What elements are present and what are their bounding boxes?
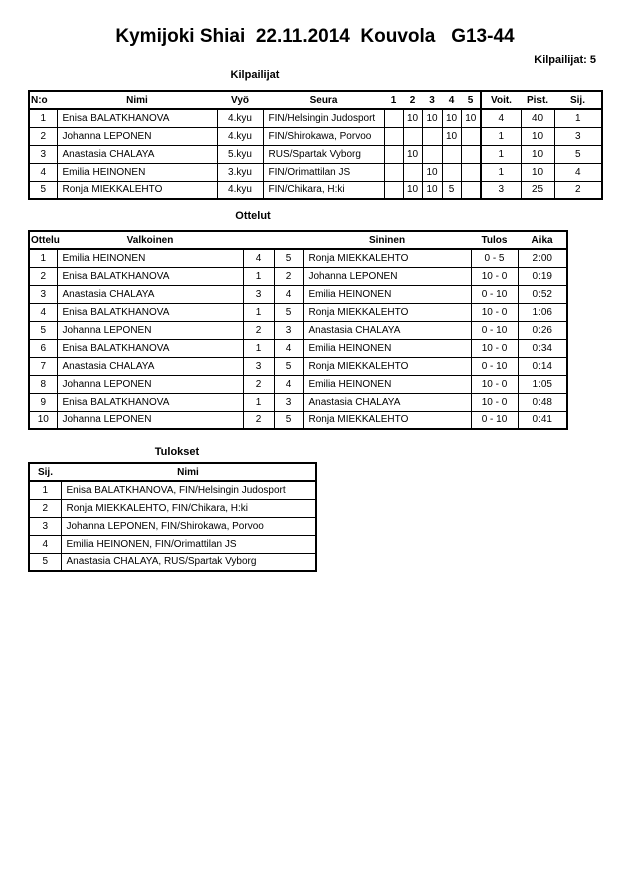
header-round-1: 1: [384, 91, 403, 109]
white-fighter-name: Johanna LEPONEN: [57, 411, 243, 429]
competitor-points: 10: [521, 127, 554, 145]
competitor-row: [29, 145, 602, 163]
header-round-5: 5: [461, 91, 481, 109]
header-belt: Vyö: [217, 91, 263, 109]
blue-fighter-name: Emilia HEINONEN: [303, 339, 471, 357]
final-name: Anastasia CHALAYA, RUS/Spartak Vyborg: [61, 553, 316, 571]
header-time: Aika: [518, 231, 567, 249]
round-score-4: [442, 145, 461, 163]
final-place: 3: [29, 517, 61, 535]
match-time: 0:34: [518, 339, 567, 357]
blue-fighter-no: 2: [274, 267, 303, 285]
final-place: 4: [29, 535, 61, 553]
result-row: [29, 499, 316, 517]
white-fighter-name: Anastasia CHALAYA: [57, 357, 243, 375]
match-row: [29, 267, 567, 285]
competitors-header-row: [29, 91, 602, 109]
competitor-place: 4: [554, 163, 602, 181]
final-place: 1: [29, 481, 61, 499]
competitor-name: Anastasia CHALAYA: [57, 145, 217, 163]
round-score-5: [461, 181, 481, 199]
header-round-3: 3: [422, 91, 442, 109]
header-white: Valkoinen: [57, 231, 243, 249]
round-score-2: [403, 127, 422, 145]
match-row: [29, 375, 567, 393]
white-fighter-no: 1: [243, 303, 274, 321]
competitor-name: Johanna LEPONEN: [57, 127, 217, 145]
results-section-title: Tulokset: [154, 446, 200, 458]
match-result: 10 - 0: [471, 303, 518, 321]
match-result: 10 - 0: [471, 339, 518, 357]
result-row: [29, 517, 316, 535]
final-name: Emilia HEINONEN, FIN/Orimattilan JS: [61, 535, 316, 553]
white-fighter-name: Enisa BALATKHANOVA: [57, 339, 243, 357]
match-time: 0:41: [518, 411, 567, 429]
white-fighter-name: Enisa BALATKHANOVA: [57, 267, 243, 285]
blue-fighter-no: 5: [274, 411, 303, 429]
header-no: N:o: [29, 91, 57, 109]
blue-fighter-no: 5: [274, 357, 303, 375]
blue-fighter-name: Emilia HEINONEN: [303, 285, 471, 303]
match-row: [29, 393, 567, 411]
header-club: Seura: [263, 91, 384, 109]
blue-fighter-no: 5: [274, 249, 303, 267]
blue-fighter-name: Ronja MIEKKALEHTO: [303, 249, 471, 267]
white-fighter-no: 2: [243, 375, 274, 393]
white-fighter-name: Emilia HEINONEN: [57, 249, 243, 267]
competitors-table: [28, 90, 603, 200]
competitor-belt: 5.kyu: [217, 145, 263, 163]
white-fighter-no: 3: [243, 285, 274, 303]
header-blue-no: [274, 231, 303, 249]
match-no: 3: [29, 285, 57, 303]
blue-fighter-no: 4: [274, 285, 303, 303]
competitor-belt: 4.kyu: [217, 109, 263, 127]
round-score-3: 10: [422, 163, 442, 181]
header-points: Pist.: [521, 91, 554, 109]
blue-fighter-no: 3: [274, 393, 303, 411]
blue-fighter-name: Anastasia CHALAYA: [303, 393, 471, 411]
round-score-3: [422, 127, 442, 145]
match-result: 0 - 5: [471, 249, 518, 267]
round-score-1: [384, 145, 403, 163]
match-row: [29, 321, 567, 339]
blue-fighter-name: Emilia HEINONEN: [303, 375, 471, 393]
competitor-club: RUS/Spartak Vyborg: [263, 145, 384, 163]
competitor-wins: 3: [481, 181, 521, 199]
round-score-4: [442, 163, 461, 181]
page-title: Kymijoki Shiai 22.11.2014 Kouvola G13-44: [115, 26, 515, 47]
match-result: 10 - 0: [471, 375, 518, 393]
white-fighter-name: Johanna LEPONEN: [57, 375, 243, 393]
competitors-section-title: Kilpailijat: [230, 69, 280, 81]
match-row: [29, 339, 567, 357]
match-time: 2:00: [518, 249, 567, 267]
competitor-wins: 1: [481, 127, 521, 145]
competitor-place: 1: [554, 109, 602, 127]
header-blue: Sininen: [303, 231, 471, 249]
competitor-place: 2: [554, 181, 602, 199]
matches-table: [28, 230, 568, 430]
result-row: [29, 535, 316, 553]
competitor-name: Enisa BALATKHANOVA: [57, 109, 217, 127]
match-row: [29, 357, 567, 375]
competitor-no: 1: [29, 109, 57, 127]
match-row: [29, 303, 567, 321]
competitor-row: [29, 181, 602, 199]
white-fighter-name: Enisa BALATKHANOVA: [57, 393, 243, 411]
header-name: Nimi: [57, 91, 217, 109]
competitor-club: FIN/Orimattilan JS: [263, 163, 384, 181]
white-fighter-no: 1: [243, 339, 274, 357]
competitor-club: FIN/Shirokawa, Porvoo: [263, 127, 384, 145]
round-score-5: [461, 127, 481, 145]
white-fighter-no: 2: [243, 411, 274, 429]
match-no: 6: [29, 339, 57, 357]
results-table: [28, 462, 317, 572]
blue-fighter-no: 4: [274, 339, 303, 357]
result-row: [29, 553, 316, 571]
competitor-row: [29, 127, 602, 145]
round-score-3: 10: [422, 109, 442, 127]
header-result: Tulos: [471, 231, 518, 249]
matches-section-title: Ottelut: [235, 210, 271, 222]
blue-fighter-name: Johanna LEPONEN: [303, 267, 471, 285]
competitor-no: 4: [29, 163, 57, 181]
match-no: 8: [29, 375, 57, 393]
competitor-name: Ronja MIEKKALEHTO: [57, 181, 217, 199]
competitor-row: [29, 109, 602, 127]
round-score-1: [384, 127, 403, 145]
blue-fighter-name: Ronja MIEKKALEHTO: [303, 411, 471, 429]
participants-count: Kilpailijat: 5: [534, 54, 596, 66]
round-score-4: 10: [442, 109, 461, 127]
match-time: 0:19: [518, 267, 567, 285]
round-score-3: [422, 145, 442, 163]
blue-fighter-no: 5: [274, 303, 303, 321]
competitor-belt: 3.kyu: [217, 163, 263, 181]
match-no: 5: [29, 321, 57, 339]
competitor-wins: 1: [481, 145, 521, 163]
header-match-no: Ottelu: [29, 231, 57, 249]
match-result: 0 - 10: [471, 411, 518, 429]
round-score-3: 10: [422, 181, 442, 199]
final-name: Johanna LEPONEN, FIN/Shirokawa, Porvoo: [61, 517, 316, 535]
match-no: 10: [29, 411, 57, 429]
match-time: 0:52: [518, 285, 567, 303]
result-row: [29, 481, 316, 499]
round-score-4: 10: [442, 127, 461, 145]
competitor-no: 2: [29, 127, 57, 145]
match-row: [29, 411, 567, 429]
match-time: 1:06: [518, 303, 567, 321]
blue-fighter-name: Anastasia CHALAYA: [303, 321, 471, 339]
match-time: 1:05: [518, 375, 567, 393]
match-result: 10 - 0: [471, 393, 518, 411]
match-row: [29, 285, 567, 303]
round-score-4: 5: [442, 181, 461, 199]
round-score-1: [384, 181, 403, 199]
competitor-no: 5: [29, 181, 57, 199]
match-no: 2: [29, 267, 57, 285]
white-fighter-no: 2: [243, 321, 274, 339]
match-result: 0 - 10: [471, 321, 518, 339]
header-round-2: 2: [403, 91, 422, 109]
match-result: 10 - 0: [471, 267, 518, 285]
white-fighter-name: Johanna LEPONEN: [57, 321, 243, 339]
white-fighter-no: 1: [243, 393, 274, 411]
match-time: 0:14: [518, 357, 567, 375]
match-time: 0:48: [518, 393, 567, 411]
round-score-5: [461, 163, 481, 181]
round-score-2: 10: [403, 109, 422, 127]
round-score-1: [384, 163, 403, 181]
competitor-wins: 4: [481, 109, 521, 127]
header-white-no: [243, 231, 274, 249]
matches-header-row: [29, 231, 567, 249]
round-score-2: [403, 163, 422, 181]
white-fighter-no: 1: [243, 267, 274, 285]
results-header-row: [29, 463, 316, 481]
competitor-points: 10: [521, 145, 554, 163]
match-row: [29, 249, 567, 267]
competitor-belt: 4.kyu: [217, 181, 263, 199]
match-no: 1: [29, 249, 57, 267]
final-name: Enisa BALATKHANOVA, FIN/Helsingin Judosport: [61, 481, 316, 499]
blue-fighter-no: 3: [274, 321, 303, 339]
white-fighter-name: Anastasia CHALAYA: [57, 285, 243, 303]
header-place: Sij.: [554, 91, 602, 109]
match-result: 0 - 10: [471, 285, 518, 303]
final-place: 2: [29, 499, 61, 517]
competitor-points: 40: [521, 109, 554, 127]
round-score-1: [384, 109, 403, 127]
round-score-5: [461, 145, 481, 163]
competitor-club: FIN/Helsingin Judosport: [263, 109, 384, 127]
match-no: 9: [29, 393, 57, 411]
competitor-points: 25: [521, 181, 554, 199]
final-name: Ronja MIEKKALEHTO, FIN/Chikara, H:ki: [61, 499, 316, 517]
competitor-row: [29, 163, 602, 181]
competitor-place: 5: [554, 145, 602, 163]
competitor-no: 3: [29, 145, 57, 163]
header-final-name: Nimi: [61, 463, 316, 481]
round-score-5: 10: [461, 109, 481, 127]
header-round-4: 4: [442, 91, 461, 109]
match-result: 0 - 10: [471, 357, 518, 375]
competitor-name: Emilia HEINONEN: [57, 163, 217, 181]
white-fighter-no: 4: [243, 249, 274, 267]
header-wins: Voit.: [481, 91, 521, 109]
competitor-points: 10: [521, 163, 554, 181]
final-place: 5: [29, 553, 61, 571]
match-no: 4: [29, 303, 57, 321]
competitor-place: 3: [554, 127, 602, 145]
competitor-club: FIN/Chikara, H:ki: [263, 181, 384, 199]
competitor-belt: 4.kyu: [217, 127, 263, 145]
white-fighter-no: 3: [243, 357, 274, 375]
match-time: 0:26: [518, 321, 567, 339]
blue-fighter-name: Ronja MIEKKALEHTO: [303, 303, 471, 321]
blue-fighter-name: Ronja MIEKKALEHTO: [303, 357, 471, 375]
round-score-2: 10: [403, 145, 422, 163]
white-fighter-name: Enisa BALATKHANOVA: [57, 303, 243, 321]
competitor-wins: 1: [481, 163, 521, 181]
header-final-place: Sij.: [29, 463, 61, 481]
blue-fighter-no: 4: [274, 375, 303, 393]
match-no: 7: [29, 357, 57, 375]
round-score-2: 10: [403, 181, 422, 199]
